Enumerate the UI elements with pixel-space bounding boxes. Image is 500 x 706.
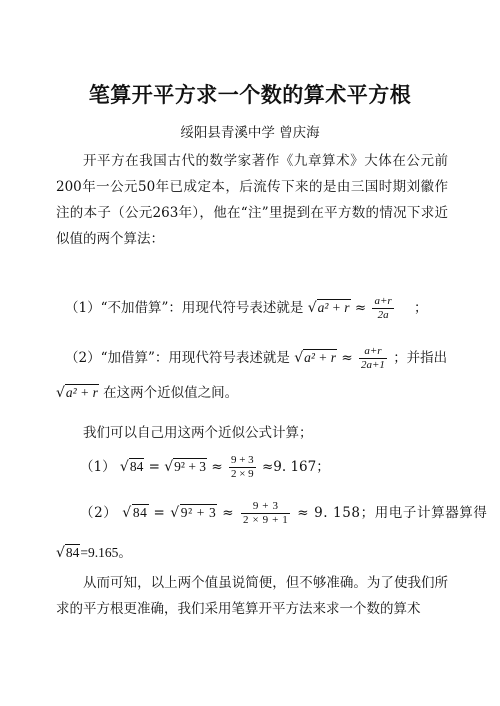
- calc-1-denominator: 2 × 9: [230, 468, 254, 480]
- calc-2-label: （2）: [80, 505, 118, 521]
- closing-paragraph: 从而可知，以上两个值虽说简便，但不够准确。为了使我们所求的平方根更准确，我们采用笔算开平方法来求一个数的算术: [56, 575, 448, 617]
- radicand: a² + r: [65, 385, 98, 400]
- radicand-9sq-plus-3: 9² + 3: [174, 459, 207, 474]
- formula-line-2: [65, 345, 447, 372]
- sqrt-a2-plus-r: √a² + r: [56, 385, 98, 401]
- calc-line-2: [80, 500, 488, 527]
- sqrt-a2-plus-r: √a² + r: [307, 300, 350, 316]
- fraction-2: [359, 345, 387, 372]
- radicand-84: 84: [65, 545, 80, 560]
- approx-sign: ≈: [354, 300, 367, 316]
- formula-1-prefix: （1）“不加借算”：用现代符号表述就是: [65, 300, 304, 316]
- fraction-2-numerator: a+r: [364, 345, 382, 357]
- calc-1-fraction: [229, 454, 256, 481]
- radicand: a² + r: [317, 300, 350, 315]
- sqrt-9sq-plus-3: √9² + 3: [164, 459, 207, 475]
- sqrt-84: √84: [56, 545, 80, 561]
- approx-sign: ≈: [222, 505, 235, 521]
- formula-2-suffix: ；并指出: [393, 350, 448, 366]
- radicand-84: 84: [129, 459, 144, 474]
- equals-sign: =: [153, 505, 166, 521]
- fraction-1: [372, 295, 393, 322]
- fraction-2-denominator: 2a+1: [360, 359, 385, 371]
- calc-2-result: ≈ 9. 158；用电子计算器算得: [297, 505, 488, 521]
- approx-sign: ≈: [211, 459, 223, 475]
- author-line: 绥阳县青溪中学 曾庆海: [180, 125, 320, 141]
- calc-line-2-cont: [56, 541, 132, 561]
- calc-2-denominator: 2 × 9 + 1: [243, 514, 289, 526]
- sqrt-84: √84: [119, 459, 144, 475]
- calc-line-1: [80, 454, 330, 481]
- fraction-1-numerator: a+r: [374, 295, 392, 307]
- formula-2-continuation: 在这两个近似值之间。: [103, 385, 239, 401]
- calc-2-numerator: 9 + 3: [252, 500, 279, 512]
- document-title: 笔算开平方求一个数的算术平方根: [88, 82, 412, 107]
- calc-1-label: （1）: [80, 459, 116, 475]
- fraction-1-denominator: 2a: [372, 308, 393, 322]
- intro-paragraph: 开平方在我国古代的数学家著作《九章算术》大体在公元前200年一公元50年已成定本，后流传下来的是由三国时期刘徽作注的本子（公元263年），他在“注”里提到在平方数的情况下求近似值的两个算法：: [56, 153, 448, 247]
- radicand: a² + r: [304, 350, 337, 365]
- sqrt-84: √84: [122, 505, 148, 521]
- sqrt-9sq-plus-3: √9² + 3: [170, 505, 217, 521]
- formula-2-prefix: （2）“加借算”：用现代符号表述就是: [65, 350, 290, 366]
- sqrt-a2-plus-r: √a² + r: [294, 350, 337, 366]
- calc-intro: 我们可以自己用这两个近似公式计算；: [83, 425, 313, 441]
- formula-line-1: [65, 295, 427, 322]
- radicand-84: 84: [132, 505, 148, 520]
- calc-2-fraction: [241, 500, 290, 527]
- formula-1-suffix: ；: [413, 300, 428, 316]
- calc-2-final: =9.165。: [80, 545, 132, 560]
- equals-sign: =: [148, 459, 160, 475]
- radicand-9sq-plus-3: 9² + 3: [180, 505, 217, 520]
- calc-1-result: ≈9. 167；: [261, 459, 330, 475]
- formula-line-2-cont: [56, 381, 238, 401]
- approx-sign: ≈: [341, 350, 353, 366]
- calc-1-numerator: 9 + 3: [230, 454, 254, 466]
